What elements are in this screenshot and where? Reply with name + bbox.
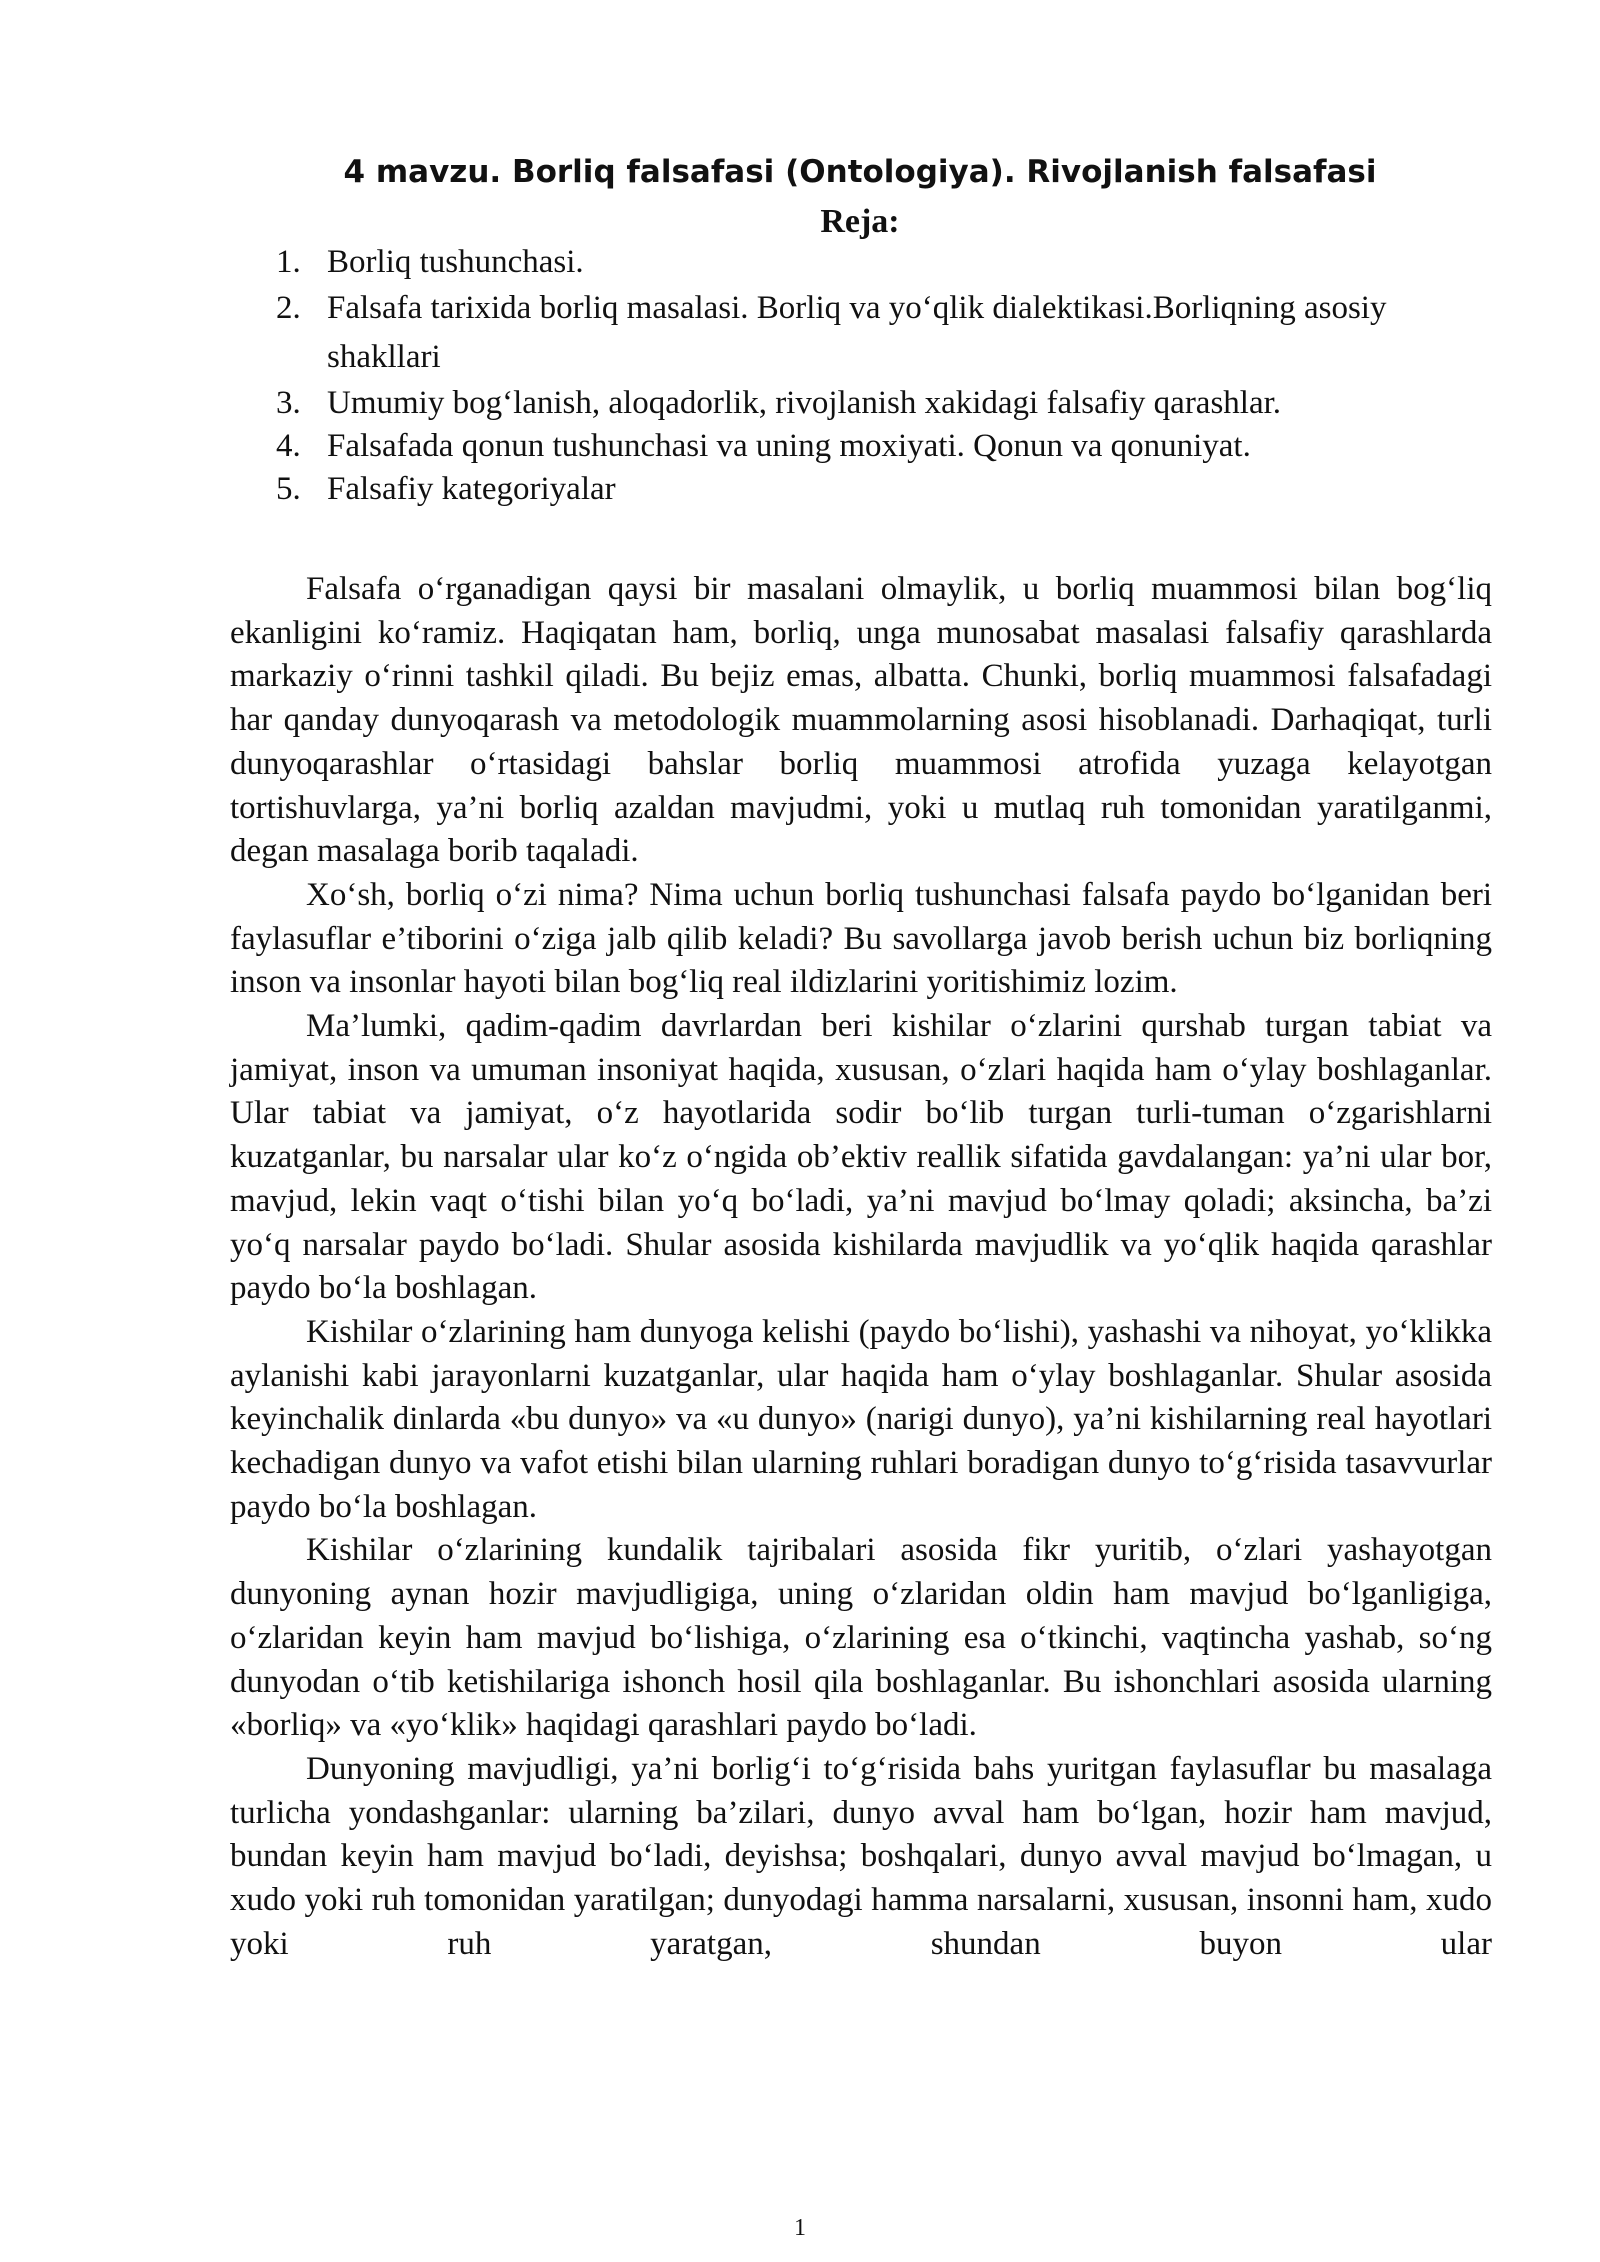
plan-item-text: Falsafada qonun tushunchasi va uning moxiyati. Qonun va qonuniyat. (327, 428, 1251, 464)
paragraph: Kishilar o‘zlarining ham dunyoga kelishi (paydo bo‘lishi), yashashi va nihoyat, yo‘klikka aylanishi kabi jarayonlarni kuzatganlar, ular haqida ham o‘ylay boshlaganlar. Shular asosida keyinchalik dinlarda «bu dunyo» va «u dunyo» (narigi dunyo), ya’ni kishilarning real hayotlari kechadigan dunyo va vafot etishi bilan ularning ruhlari boradigan dunyo to‘g‘risida tasavvurlar paydo bo‘la boshlagan. (230, 1313, 1492, 1525)
plan-item-number: 1. (276, 244, 301, 280)
plan-item-number: 4. (276, 428, 301, 464)
page-number: 1 (794, 2215, 806, 2241)
paragraph: Xo‘sh, borliq o‘zi nima? Nima uchun borliq tushunchasi falsafa paydo bo‘lganidan beri faylasuflar e’tiborini o‘ziga jalb qilib keladi? Bu savollarga javob berish uchun biz borliqning inson va insonlar hayoti bilan bog‘liq real ildizlarini yoritishimiz lozim. (230, 876, 1492, 1001)
paragraph: Kishilar o‘zlarining kundalik tajribalari asosida fikr yuritib, o‘zlari yashayotgan dunyoning aynan hozir mavjudligiga, uning o‘zlaridan oldin ham mavjud bo‘lganligiga, o‘zlaridan keyin ham mavjud bo‘lishiga, o‘zlarining esa o‘tkinchi, vaqtincha yashab, so‘ng dunyodan o‘tib ketishilariga ishonch hosil qila boshlaganlar. Bu ishonchlari asosida ularning «borliq» va «yo‘klik» haqidagi qarashlari paydo bo‘ladi. (230, 1532, 1492, 1744)
plan-item-text: Falsafiy kategoriyalar (327, 471, 616, 507)
document-title: 4 mavzu. Borliq falsafasi (Ontologiya). Rivojlanish falsafasi (343, 154, 1377, 190)
plan-item (230, 382, 1490, 425)
plan-item (230, 425, 1490, 468)
plan-item (230, 468, 1490, 511)
plan-item-number: 5. (276, 471, 301, 507)
plan-item (230, 241, 1490, 284)
body-text (230, 568, 1492, 1967)
plan-item-text: Borliq tushunchasi. (327, 244, 584, 280)
paragraph: Falsafa o‘rganadigan qaysi bir masalani olmaylik, u borliq muammosi bilan bog‘liq ekanligini ko‘ramiz. Haqiqatan ham, borliq, unga munosabat masalasi falsafiy qarashlarda markaziy o‘rinni tashkil qiladi. Bu bejiz emas, albatta. Chunki, borliq muammosi falsafadagi har qanday dunyoqarash va metodologik muammolarning asosi hisoblanadi. Darhaqiqat, turli dunyoqarashlar o‘rtasidagi bahslar borliq muammosi atrofida yuzaga kelayotgan tortishuvlarga, ya’ni borliq azaldan mavjudmi, yoki u mutlaq ruh tomonidan yaratilganmi, degan masalaga borib taqaladi. (230, 571, 1492, 870)
paragraph: Ma’lumki, qadim-qadim davrlardan beri kishilar o‘zlarini qurshab turgan tabiat va jamiyat, inson va umuman insoniyat haqida, xususan, o‘zlari haqida ham o‘ylay boshlaganlar. Ular tabiat va jamiyat, o‘z hayotlarida sodir bo‘lib turgan turli-tuman o‘zgarishlarni kuzatganlar, bu narsalar ular ko‘z o‘ngida ob’ektiv reallik sifatida gavdalangan: ya’ni ular bor, mavjud, lekin vaqt o‘tishi bilan yo‘q bo‘ladi, ya’ni mavjud bo‘lmay qoladi; aksincha, ba’zi yo‘q narsalar paydo bo‘ladi. Shular asosida kishilarda mavjudlik va yo‘qlik haqida qarashlar paydo bo‘la boshlagan. (230, 1008, 1492, 1307)
plan-item-text: Falsafa tarixida borliq masalasi. Borliq va yo‘qlik dialektikasi.Borliqning asosiy shakllari (327, 290, 1387, 375)
plan-list (230, 241, 1490, 511)
paragraph: Dunyoning mavjudligi, ya’ni borlig‘i to‘g‘risida bahs yuritgan faylasuflar bu masalaga turlicha yondashganlar: ularning ba’zilari, dunyo avval ham bo‘lgan, hozir ham mavjud, bundan keyin ham mavjud bo‘ladi, deyishsa; boshqalari, dunyo avval mavjud bo‘lmagan, u xudo yoki ruh tomonidan yaratilgan; dunyodagi hamma narsalarni, xususan, insonni ham, xudo yoki ruh yaratgan, shundan buyon ular (230, 1750, 1492, 1962)
plan-item-text: Umumiy bog‘lanish, aloqadorlik, rivojlanish xakidagi falsafiy qarashlar. (327, 385, 1282, 421)
plan-heading: Reja: (820, 203, 900, 240)
plan-item (230, 284, 1490, 382)
plan-item-number: 3. (276, 385, 301, 421)
plan-item-number: 2. (276, 290, 301, 326)
